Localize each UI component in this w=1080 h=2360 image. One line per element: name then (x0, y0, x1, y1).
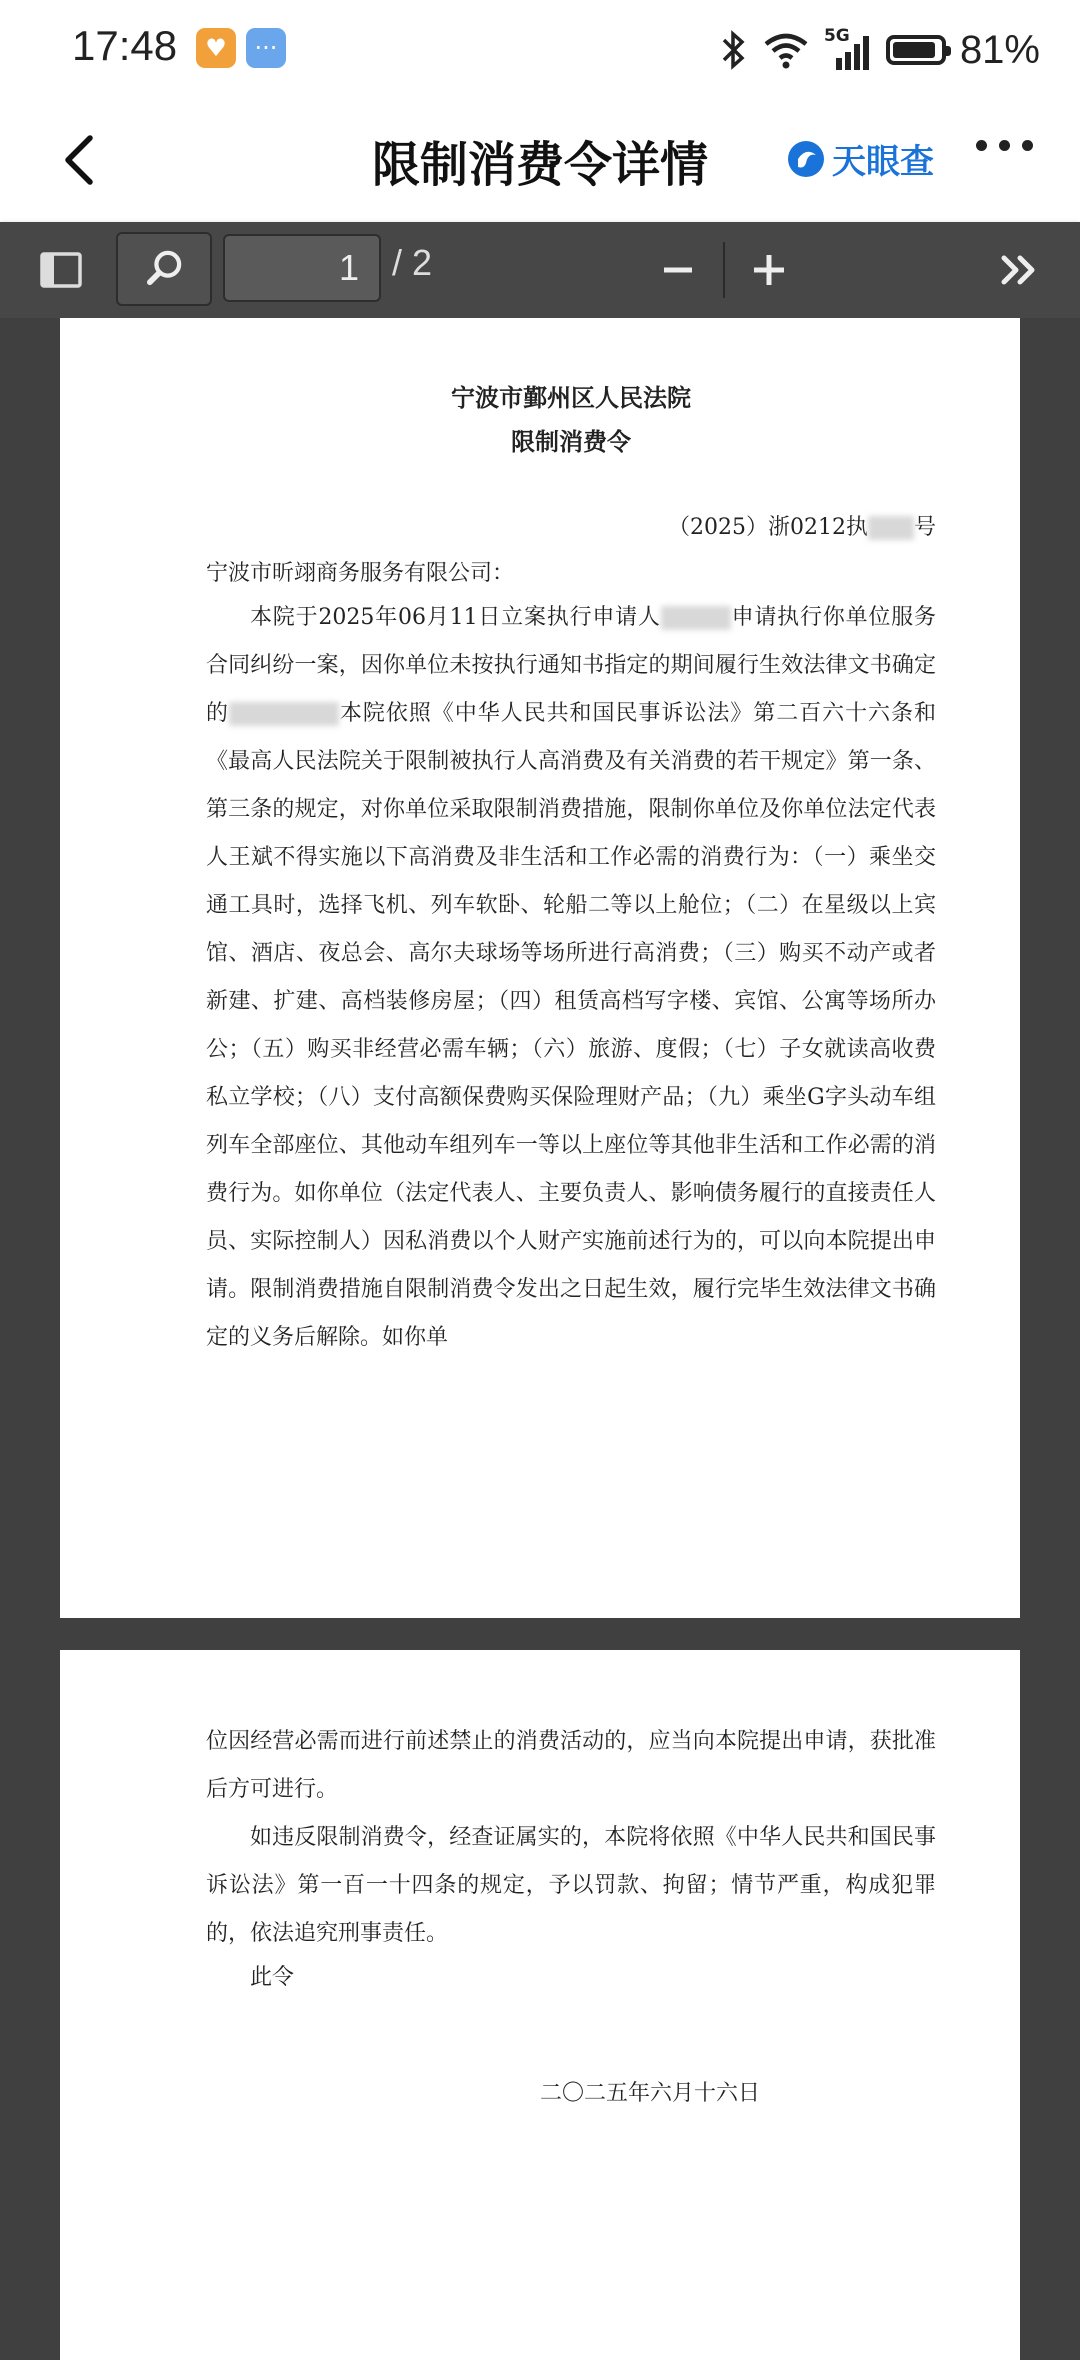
page-count: / 2 (392, 242, 433, 283)
court-name: 宁波市鄞州区人民法院 (451, 383, 691, 412)
warning-paragraph: 如违反限制消费令，经查证属实的，本院将依照《中华人民共和国民事诉讼法》第一百一十四条的规定，予以罚款、拘留；情节严重，构成犯罪的，依法追究刑事责任。 (206, 1825, 936, 1946)
case-number-suffix: 号 (913, 515, 936, 540)
battery-percent: 81% (959, 27, 1040, 72)
status-bar (0, 0, 1080, 100)
closing-text: 此令 (250, 1965, 295, 1990)
paragraph-text: 本院于2025年06月11日立案执行申请人 (250, 605, 661, 630)
battery-icon (886, 35, 946, 65)
wifi-icon (762, 30, 810, 70)
brand-logo (786, 134, 934, 183)
paragraph-text: 本院依照《中华人民共和国民事诉讼法》第二百六十六条和《最高人民法院关于限制被执行人高消费及有关消费的若干规定》第一条、第三条的规定，对你单位采取限制消费措施，限制你单位及你单位法定代表人王斌不得实施以下高消费及非生活和工作必需的消费行为：（一）乘坐交通工具时，选择飞机、列车软卧、轮船二等以上舱位；（二）在星级以上宾馆、酒店、夜总会、高尔夫球场等场所进行高消费；（三）购买不动产或者新建、扩建、高档装修房屋；（四）租赁高档写字楼、宾馆、公寓等场所办公；（五）购买非经营必需车辆；（六）旅游、度假；（七）子女就读高收费私立学校；（八）支付高额保费购买保险理财产品；（九）乘坐G字头动车组列车全部座位、其他动车组列车一等以上座位等其他非生活和工作必需的消费行为。如你单位（法定代表人、主要负责人、影响债务履行的直接责任人员、实际控制人）因私消费以个人财产实施前述行为的，可以向本院提出申请。限制消费措施自限制消费令发出之日起生效，履行完毕生效法律文书确定的义务后解除。如你单 (206, 701, 936, 1350)
message-app-icon: ··· (246, 28, 286, 68)
case-number-prefix: （2025）浙0212执 (668, 515, 868, 540)
order-date: 二〇二五年六月十六日 (540, 2081, 761, 2106)
addressee: 宁波市昕翊商务服务有限公司： (206, 561, 515, 586)
tools-menu-icon[interactable] (976, 232, 1066, 306)
redacted-text (229, 702, 339, 726)
network-type: 5G (823, 26, 850, 46)
continued-paragraph: 位因经营必需而进行前述禁止的消费活动的，应当向本院提出申请，获批准后方可进行。 (206, 1729, 936, 1802)
status-indicators (718, 22, 1040, 78)
brand-name: 天眼查 (832, 142, 934, 182)
zoom-out-icon[interactable] (636, 232, 726, 306)
page-number-input[interactable]: 1 (223, 234, 381, 302)
status-time: 17:48 (72, 22, 178, 69)
redacted-text (661, 606, 731, 630)
bluetooth-icon (718, 28, 748, 72)
search-icon[interactable] (116, 232, 212, 306)
sidebar-toggle-icon[interactable] (16, 232, 106, 306)
tianyancha-logo-icon (786, 139, 826, 179)
order-paragraph (206, 594, 936, 1362)
paragraph-text: 申请执行你单位服务合同纠纷一案，因你单位未按执行通知书指定的期间履行生效法律文书确定的 (206, 605, 936, 726)
more-options-icon[interactable] (976, 140, 1033, 151)
pdf-toolbar (0, 222, 1080, 320)
cellular-signal-icon (824, 28, 872, 72)
zoom-in-icon[interactable] (724, 232, 814, 306)
title-bar (0, 100, 1080, 222)
order-title: 限制消费令 (511, 427, 631, 456)
pdf-page-1 (60, 318, 1020, 1618)
case-number (206, 510, 936, 541)
page-title: 限制消费令详情 (371, 137, 708, 193)
pdf-viewer[interactable] (0, 318, 1080, 2360)
heart-app-icon: ♥ (196, 28, 236, 68)
pdf-page-2 (60, 1650, 1020, 2360)
redacted-text (868, 516, 914, 540)
